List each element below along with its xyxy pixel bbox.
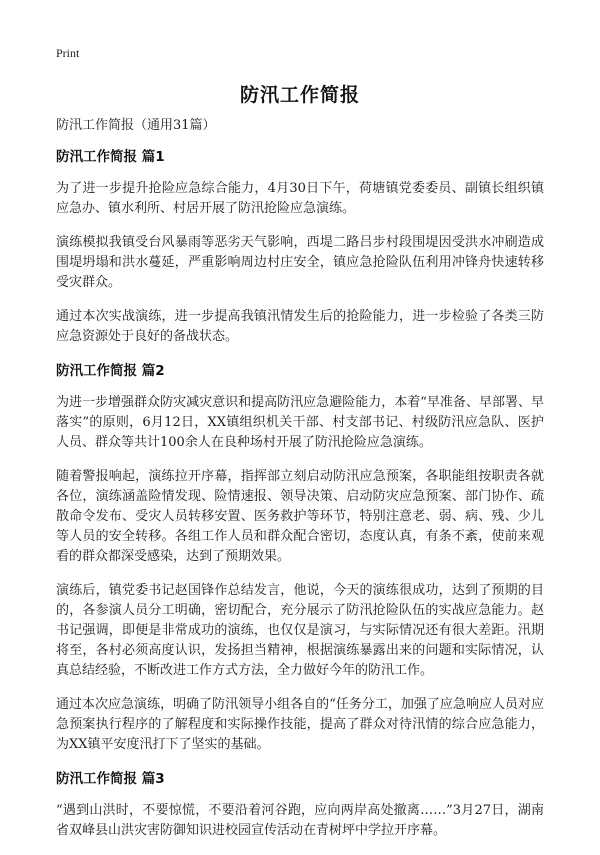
section-heading-3: 防汛工作简报 篇3 (56, 771, 165, 787)
section-heading-2: 防汛工作简报 篇2 (56, 363, 165, 379)
document-title: 防汛工作简报 (239, 84, 360, 106)
paragraph: “遇到山洪时，不要惊慌，不要沿着河谷跑，应向两岸高处撤离……”3月27日，湖南省双峰县山洪灾害防御知识进校园宣传活动在青树坪中学拉开序幕。 (56, 803, 544, 838)
paragraph: 演练后，镇党委书记赵国锋作总结发言，他说，今天的演练很成功，达到了预期的目的，各参演人员分工明确，密切配合，充分展示了防汛抢险队伍的实战应急能力。赵书记强调，即便是非常成功的演练，也仅仅是演习，与实际情况还有很大差距。汛期将至，各村必须高度认识，发扬担当精神，根据演练暴露出来的问题和实际情况，认真总结经验，不断改进工作方式方法，全力做好今年的防汛工作。 (56, 583, 544, 678)
paragraph: 通过本次应急演练，明确了防汛领导小组各自的“任务分工，加强了应急响应人员对应急预案执行程序的了解程度和实际操作技能，提高了群众对待汛情的综合应急能力，为XX镇平安度汛打下了坚实的基础。 (56, 697, 544, 752)
document-body (56, 116, 544, 855)
paragraph: 为进一步增强群众防灾减灾意识和提高防汛应急避险能力，本着“早准备、早部署、早落实”的原则，6月12日，XX镇组织机关干部、村支部书记、村级防汛应急队、医护人员、群众等共计100余人在良种场村开展了防汛抢险应急演练。 (56, 395, 544, 450)
paragraph: 通过本次实战演练，进一步提高我镇汛情发生后的抢险能力，进一步检验了各类三防应急资源处于良好的备战状态。 (56, 309, 544, 344)
print-label: Print (56, 46, 80, 60)
paragraph: 为了进一步提升抢险应急综合能力，4月30日下午，荷塘镇党委委员、副镇长组织镇应急办、镇水利所、村居开展了防汛抢险应急演练。 (56, 181, 544, 216)
document-subtitle: 防汛工作简报（通用31篇） (56, 118, 216, 133)
paragraph: 随着警报响起，演练拉开序幕，指挥部立刻启动防汛应急预案，各职能组按职责各就各位，演练涵盖险情发现、险情速报、领导决策、启动防灾应急预案、部门协作、疏散命令发布、受灾人员转移安置、医务救护等环节，特别注意老、弱、病、残、少儿等人员的安全转移。各组工作人员和群众配合密切，态度认真，有条不紊，使前来观看的群众都深受感染，达到了预期效果。 (56, 469, 544, 564)
section-heading-1: 防汛工作简报 篇1 (56, 149, 165, 165)
paragraph: 演练模拟我镇受台风暴雨等恶劣天气影响，西堤二路吕步村段围堤因受洪水冲刷造成围堤坍塌和洪水蔓延，严重影响周边村庄安全，镇应急抢险队伍利用冲锋舟快速转移受灾群众。 (56, 235, 544, 290)
